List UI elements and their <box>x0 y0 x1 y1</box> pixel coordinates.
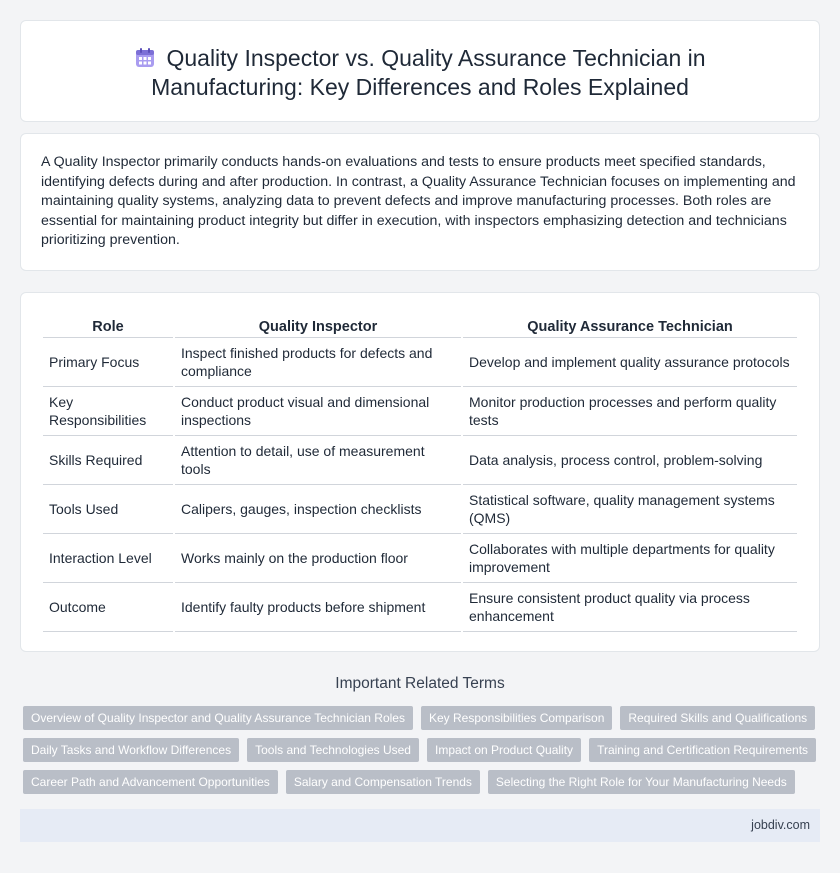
technician-cell: Statistical software, quality management systems (QMS) <box>463 485 797 534</box>
related-terms-heading: Important Related Terms <box>335 675 505 692</box>
table-row <box>43 436 797 485</box>
tag-link[interactable]: Tools and Technologies Used <box>247 738 419 762</box>
related-terms-tags <box>23 706 823 802</box>
table-row <box>43 534 797 583</box>
table-row <box>43 387 797 436</box>
inspector-cell: Attention to detail, use of measurement tools <box>175 436 461 485</box>
comparison-table <box>41 317 799 632</box>
header-role: Role <box>43 317 173 338</box>
row-label: Outcome <box>43 583 173 632</box>
comparison-card <box>20 292 820 652</box>
header-quality-inspector: Quality Inspector <box>175 317 461 338</box>
row-label: Tools Used <box>43 485 173 534</box>
inspector-cell: Conduct product visual and dimensional inspections <box>175 387 461 436</box>
row-label: Skills Required <box>43 436 173 485</box>
table-row <box>43 583 797 632</box>
tag-link[interactable]: Daily Tasks and Workflow Differences <box>23 738 239 762</box>
technician-cell: Collaborates with multiple departments for quality improvement <box>463 534 797 583</box>
title-card <box>20 20 820 122</box>
footer-site-link[interactable]: jobdiv.com <box>751 818 810 832</box>
tag-link[interactable]: Key Responsibilities Comparison <box>421 706 612 730</box>
title-line-1: Quality Inspector vs. Quality Assurance Technician in <box>166 45 706 71</box>
technician-cell: Ensure consistent product quality via process enhancement <box>463 583 797 632</box>
page-title <box>21 44 819 102</box>
tag-link[interactable]: Salary and Compensation Trends <box>286 770 480 794</box>
title-line-2: Manufacturing: Key Differences and Roles Explained <box>151 74 689 100</box>
technician-cell: Monitor production processes and perform quality tests <box>463 387 797 436</box>
tag-row <box>23 706 823 730</box>
tag-row <box>23 770 823 794</box>
footer <box>20 809 820 842</box>
table-header-row <box>43 317 797 338</box>
inspector-cell: Inspect finished products for defects and compliance <box>175 338 461 387</box>
inspector-cell: Calipers, gauges, inspection checklists <box>175 485 461 534</box>
header-qa-technician: Quality Assurance Technician <box>463 317 797 338</box>
calendar-icon <box>134 47 156 69</box>
technician-cell: Develop and implement quality assurance protocols <box>463 338 797 387</box>
row-label: Primary Focus <box>43 338 173 387</box>
row-label: Key Responsibilities <box>43 387 173 436</box>
tag-link[interactable]: Selecting the Right Role for Your Manufacturing Needs <box>488 770 795 794</box>
table-row <box>43 338 797 387</box>
inspector-cell: Identify faulty products before shipment <box>175 583 461 632</box>
tag-link[interactable]: Training and Certification Requirements <box>589 738 816 762</box>
tag-link[interactable]: Required Skills and Qualifications <box>620 706 815 730</box>
row-label: Interaction Level <box>43 534 173 583</box>
tag-link[interactable]: Career Path and Advancement Opportunities <box>23 770 278 794</box>
tag-link[interactable]: Impact on Product Quality <box>427 738 581 762</box>
table-row <box>43 485 797 534</box>
tag-link[interactable]: Overview of Quality Inspector and Quality Assurance Technician Roles <box>23 706 413 730</box>
technician-cell: Data analysis, process control, problem-solving <box>463 436 797 485</box>
tag-row <box>23 738 823 762</box>
inspector-cell: Works mainly on the production floor <box>175 534 461 583</box>
intro-paragraph: A Quality Inspector primarily conducts hands-on evaluations and tests to ensure products meet specified standards, identifying defects during and after production. In contrast, a Quality Assurance Technician focuses on implementing and maintaining quality systems, analyzing data to prevent defects and improve manufacturing processes. Both roles are essential for maintaining product integrity but differ in execution, with inspectors emphasizing detection and technicians prioritizing prevention. <box>41 154 796 248</box>
intro-card <box>20 133 820 271</box>
